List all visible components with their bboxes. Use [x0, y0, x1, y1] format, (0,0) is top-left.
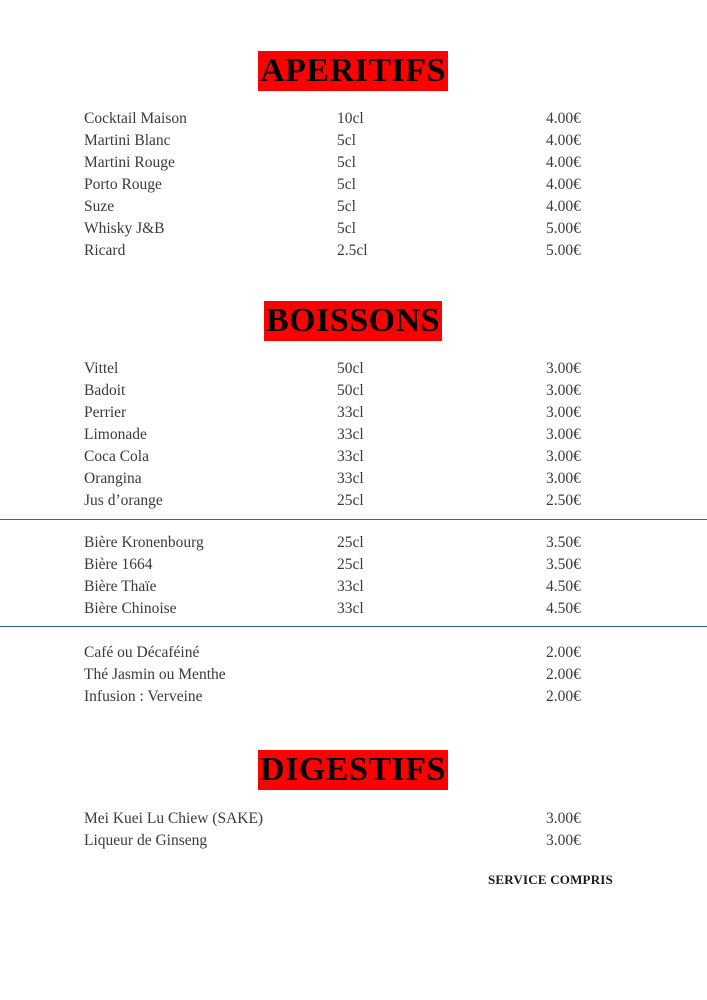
- menu-item: [84, 468, 624, 490]
- item-price: 4.00€: [546, 110, 581, 127]
- item-name: Vittel: [84, 360, 119, 377]
- item-price: 2.00€: [546, 644, 581, 661]
- item-name: Porto Rouge: [84, 176, 162, 193]
- menu-item: [84, 490, 624, 512]
- menu-item: [84, 642, 624, 664]
- item-name: Bière Kronenbourg: [84, 534, 204, 551]
- item-name: Martini Blanc: [84, 132, 171, 149]
- item-name: Coca Cola: [84, 448, 149, 465]
- item-quantity: 25cl: [337, 492, 364, 509]
- menu-item: [84, 664, 624, 686]
- item-name: Liqueur de Ginseng: [84, 832, 208, 849]
- item-price: 3.50€: [546, 534, 581, 551]
- menu-item: [84, 130, 624, 152]
- item-price: 3.00€: [546, 810, 581, 827]
- menu-item: [84, 576, 624, 598]
- item-quantity: 5cl: [337, 154, 356, 171]
- divider-line: [0, 519, 707, 520]
- item-name: Thé Jasmin ou Menthe: [84, 666, 226, 683]
- menu-item: [84, 686, 624, 708]
- item-quantity: 33cl: [337, 448, 364, 465]
- item-price: 3.00€: [546, 404, 581, 421]
- item-name: Ricard: [84, 242, 126, 259]
- item-price: 3.00€: [546, 448, 581, 465]
- section-heading-boissons: BOISSONS: [265, 302, 441, 339]
- item-quantity: 33cl: [337, 578, 364, 595]
- item-price: 4.50€: [546, 578, 581, 595]
- item-quantity: 25cl: [337, 534, 364, 551]
- menu-item: [84, 152, 624, 174]
- section-heading-aperitifs: APERITIFS: [258, 51, 448, 91]
- item-price: 5.00€: [546, 242, 581, 259]
- menu-item: [84, 196, 624, 218]
- item-name: Limonade: [84, 426, 147, 443]
- item-price: 3.00€: [546, 382, 581, 399]
- menu-item: [84, 554, 624, 576]
- item-quantity: 10cl: [337, 110, 364, 127]
- item-quantity: 5cl: [337, 176, 356, 193]
- section-heading-digestifs: DIGESTIFS: [258, 750, 448, 790]
- menu-item: [84, 380, 624, 402]
- item-price: 4.00€: [546, 176, 581, 193]
- menu-item: [84, 446, 624, 468]
- item-price: 2.50€: [546, 492, 581, 509]
- item-price: 4.50€: [546, 600, 581, 617]
- item-quantity: 50cl: [337, 382, 364, 399]
- item-name: Orangina: [84, 470, 142, 487]
- item-name: Perrier: [84, 404, 127, 421]
- menu-item: [84, 808, 624, 830]
- menu-item: [84, 358, 624, 380]
- item-name: Jus d’orange: [84, 492, 163, 509]
- item-quantity: 33cl: [337, 470, 364, 487]
- item-name: Bière Chinoise: [84, 600, 177, 617]
- divider-line: [0, 626, 707, 627]
- item-price: 3.00€: [546, 470, 581, 487]
- item-quantity: 33cl: [337, 600, 364, 617]
- item-name: Cocktail Maison: [84, 110, 187, 127]
- item-name: Suze: [84, 198, 115, 215]
- item-quantity: 25cl: [337, 556, 364, 573]
- menu-item: [84, 402, 624, 424]
- menu-item: [84, 830, 624, 852]
- menu-item: [84, 108, 624, 130]
- item-price: 4.00€: [546, 132, 581, 149]
- menu-item: [84, 240, 624, 262]
- item-price: 4.00€: [546, 154, 581, 171]
- item-name: Martini Rouge: [84, 154, 175, 171]
- item-price: 3.00€: [546, 360, 581, 377]
- item-price: 5.00€: [546, 220, 581, 237]
- item-name: Bière 1664: [84, 556, 153, 573]
- item-name: Whisky J&B: [84, 220, 165, 237]
- item-name: Mei Kuei Lu Chiew (SAKE): [84, 810, 264, 827]
- menu-item: [84, 598, 624, 620]
- menu-item: [84, 424, 624, 446]
- item-name: Infusion : Verveine: [84, 688, 203, 705]
- item-price: 2.00€: [546, 666, 581, 683]
- item-price: 2.00€: [546, 688, 581, 705]
- item-price: 3.50€: [546, 556, 581, 573]
- item-name: Badoit: [84, 382, 126, 399]
- item-price: 3.00€: [546, 426, 581, 443]
- menu-item: [84, 532, 624, 554]
- item-price: 4.00€: [546, 198, 581, 215]
- service-note: SERVICE COMPRIS: [488, 872, 613, 887]
- item-quantity: 33cl: [337, 426, 364, 443]
- item-quantity: 50cl: [337, 360, 364, 377]
- item-name: Bière Thaïe: [84, 578, 157, 595]
- item-quantity: 5cl: [337, 198, 356, 215]
- item-quantity: 2.5cl: [337, 242, 368, 259]
- item-quantity: 5cl: [337, 132, 356, 149]
- item-quantity: 5cl: [337, 220, 356, 237]
- item-quantity: 33cl: [337, 404, 364, 421]
- item-price: 3.00€: [546, 832, 581, 849]
- menu-item: [84, 174, 624, 196]
- menu-item: [84, 218, 624, 240]
- item-name: Café ou Décaféiné: [84, 644, 200, 661]
